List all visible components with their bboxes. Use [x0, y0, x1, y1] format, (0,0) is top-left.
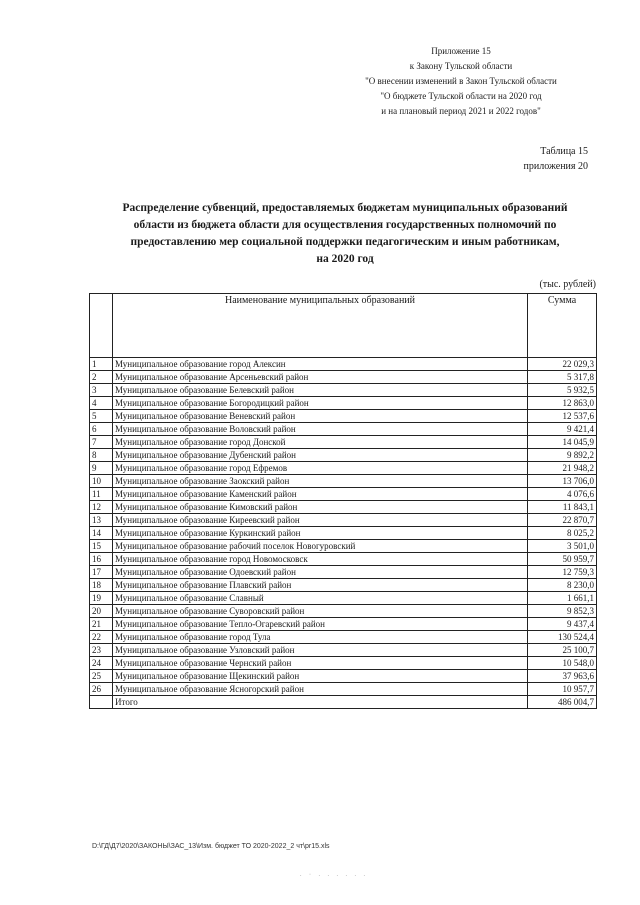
table-row: [90, 592, 597, 605]
amount-cell: 130 524,4: [528, 631, 597, 644]
amount-cell: 9 852,3: [528, 605, 597, 618]
municipality-name-cell: Муниципальное образование Киреевский район: [113, 514, 528, 527]
amount-cell: 21 948,2: [528, 462, 597, 475]
municipality-name-cell: Муниципальное образование Чернский район: [113, 657, 528, 670]
row-number-cell: 20: [90, 605, 113, 618]
table-row: [90, 462, 597, 475]
municipality-name-cell: Муниципальное образование Арсеньевский район: [113, 371, 528, 384]
amount-cell: 13 706,0: [528, 475, 597, 488]
amount-cell: 8 025,2: [528, 527, 597, 540]
amount-cell: 25 100,7: [528, 644, 597, 657]
amount-cell: 50 959,7: [528, 553, 597, 566]
amount-cell: 22 870,7: [528, 514, 597, 527]
row-number-cell: 17: [90, 566, 113, 579]
municipality-name-cell: Муниципальное образование Ясногорский район: [113, 683, 528, 696]
row-number-cell: 4: [90, 397, 113, 410]
total-row: [90, 696, 597, 709]
municipality-name-cell: Муниципальное образование Белевский район: [113, 384, 528, 397]
municipality-name-cell: Муниципальное образование город Донской: [113, 436, 528, 449]
table-row: [90, 475, 597, 488]
amount-cell: 10 957,7: [528, 683, 597, 696]
municipality-name-cell: Муниципальное образование Суворовский район: [113, 605, 528, 618]
municipality-name-cell: Муниципальное образование Богородицкий район: [113, 397, 528, 410]
municipality-name-cell: Муниципальное образование Тепло-Огаревский район: [113, 618, 528, 631]
municipality-name-cell: Муниципальное образование рабочий поселок Новогуровский: [113, 540, 528, 553]
row-number-cell: 1: [90, 358, 113, 371]
table-row: [90, 514, 597, 527]
row-number-cell: 15: [90, 540, 113, 553]
table-ref-line: Таблица 15: [540, 146, 588, 157]
row-number-cell: 25: [90, 670, 113, 683]
document-title: [92, 200, 598, 268]
municipality-name-cell: Муниципальное образование Плавский район: [113, 579, 528, 592]
title-line: предоставлению мер социальной поддержки педагогическим и иным работникам,: [130, 236, 560, 248]
table-row: [90, 631, 597, 644]
amount-cell: 22 029,3: [528, 358, 597, 371]
row-number-cell: 3: [90, 384, 113, 397]
number-column-header: [90, 294, 113, 358]
annex-line: "О внесении изменений в Закон Тульской области: [365, 76, 557, 86]
annex-line: к Закону Тульской области: [409, 61, 513, 71]
table-body: [90, 358, 597, 709]
amount-cell: 12 537,6: [528, 410, 597, 423]
annex-line: Приложение 15: [431, 46, 491, 56]
table-row: [90, 423, 597, 436]
table-row: [90, 410, 597, 423]
table-row: [90, 553, 597, 566]
amount-cell: 5 932,5: [528, 384, 597, 397]
amount-cell: 486 004,7: [528, 696, 597, 709]
municipality-name-cell: Муниципальное образование Дубенский район: [113, 449, 528, 462]
table-row: [90, 566, 597, 579]
amount-cell: 9 892,2: [528, 449, 597, 462]
row-number-cell: 2: [90, 371, 113, 384]
row-number-cell: 9: [90, 462, 113, 475]
table-row: [90, 657, 597, 670]
row-number-cell: 11: [90, 488, 113, 501]
amount-cell: 11 843,1: [528, 501, 597, 514]
amount-cell: 14 045,9: [528, 436, 597, 449]
table-row: [90, 579, 597, 592]
row-number-cell: 16: [90, 553, 113, 566]
units-label: (тыс. рублей): [539, 279, 596, 290]
municipality-name-cell: Муниципальное образование Заокский район: [113, 475, 528, 488]
row-number-cell: 26: [90, 683, 113, 696]
municipality-name-cell: Муниципальное образование Узловский район: [113, 644, 528, 657]
table-row: [90, 358, 597, 371]
name-column-header: Наименование муниципальных образований: [113, 294, 528, 358]
amount-cell: 10 548,0: [528, 657, 597, 670]
amount-cell: 9 437,4: [528, 618, 597, 631]
row-number-cell: 21: [90, 618, 113, 631]
row-number-cell: 22: [90, 631, 113, 644]
row-number-cell: 6: [90, 423, 113, 436]
row-number-cell: [90, 696, 113, 709]
amount-cell: 12 759,3: [528, 566, 597, 579]
table-row: [90, 501, 597, 514]
table-row: [90, 384, 597, 397]
municipality-name-cell: Муниципальное образование город Ефремов: [113, 462, 528, 475]
municipality-name-cell: Муниципальное образование Одоевский район: [113, 566, 528, 579]
amount-cell: 12 863,0: [528, 397, 597, 410]
amount-cell: 8 230,0: [528, 579, 597, 592]
row-number-cell: 7: [90, 436, 113, 449]
table-header-row: [90, 294, 597, 358]
table-row: [90, 436, 597, 449]
municipality-name-cell: Муниципальное образование Щекинский район: [113, 670, 528, 683]
row-number-cell: 13: [90, 514, 113, 527]
municipality-name-cell: Муниципальное образование Веневский район: [113, 410, 528, 423]
amount-cell: 5 317,8: [528, 371, 597, 384]
row-number-cell: 24: [90, 657, 113, 670]
table-row: [90, 618, 597, 631]
municipality-name-cell: Муниципальное образование Каменский район: [113, 488, 528, 501]
municipality-name-cell: Муниципальное образование Славный: [113, 592, 528, 605]
table-row: [90, 644, 597, 657]
amount-cell: 3 501,0: [528, 540, 597, 553]
amount-cell: 37 963,6: [528, 670, 597, 683]
row-number-cell: 8: [90, 449, 113, 462]
annex-block: [331, 44, 591, 119]
table-row: [90, 449, 597, 462]
file-path-footer: D:\ГД\Д7\2020\ЗАКОНЫ\ЗАС_13\Изм. бюджет ТО 2020-2022_2 чт\pr15.xls: [92, 843, 330, 850]
title-line: Распределение субвенций, предоставляемых бюджетам муниципальных образований: [122, 202, 568, 214]
row-number-cell: 18: [90, 579, 113, 592]
title-line: на 2020 год: [316, 253, 374, 265]
municipality-name-cell: Муниципальное образование Воловский район: [113, 423, 528, 436]
table-row: [90, 605, 597, 618]
sum-column-header: Сумма: [528, 294, 597, 358]
scan-specks: . · . . . . . .: [300, 872, 368, 878]
annex-line: и на плановый период 2021 и 2022 годов": [381, 106, 541, 116]
table-row: [90, 371, 597, 384]
row-number-cell: 10: [90, 475, 113, 488]
table-row: [90, 670, 597, 683]
amount-cell: 9 421,4: [528, 423, 597, 436]
municipality-name-cell: Муниципальное образование город Алексин: [113, 358, 528, 371]
table-ref-line: приложения 20: [523, 161, 588, 172]
amount-cell: 4 076,6: [528, 488, 597, 501]
table-row: [90, 527, 597, 540]
row-number-cell: 23: [90, 644, 113, 657]
table-row: [90, 488, 597, 501]
table-row: [90, 683, 597, 696]
municipality-name-cell: Муниципальное образование город Тула: [113, 631, 528, 644]
table-reference: [524, 144, 588, 174]
row-number-cell: 5: [90, 410, 113, 423]
amount-cell: 1 661,1: [528, 592, 597, 605]
municipality-name-cell: Муниципальное образование город Новомосковск: [113, 553, 528, 566]
row-number-cell: 14: [90, 527, 113, 540]
row-number-cell: 19: [90, 592, 113, 605]
municipality-name-cell: Муниципальное образование Кимовский район: [113, 501, 528, 514]
title-line: области из бюджета области для осуществления государственных полномочий по: [133, 219, 557, 231]
subsidy-table: [89, 293, 597, 709]
table-row: [90, 397, 597, 410]
annex-line: "О бюджете Тульской области на 2020 год: [380, 91, 542, 101]
table-row: [90, 540, 597, 553]
municipality-name-cell: Муниципальное образование Куркинский район: [113, 527, 528, 540]
municipality-name-cell: Итого: [113, 696, 528, 709]
row-number-cell: 12: [90, 501, 113, 514]
